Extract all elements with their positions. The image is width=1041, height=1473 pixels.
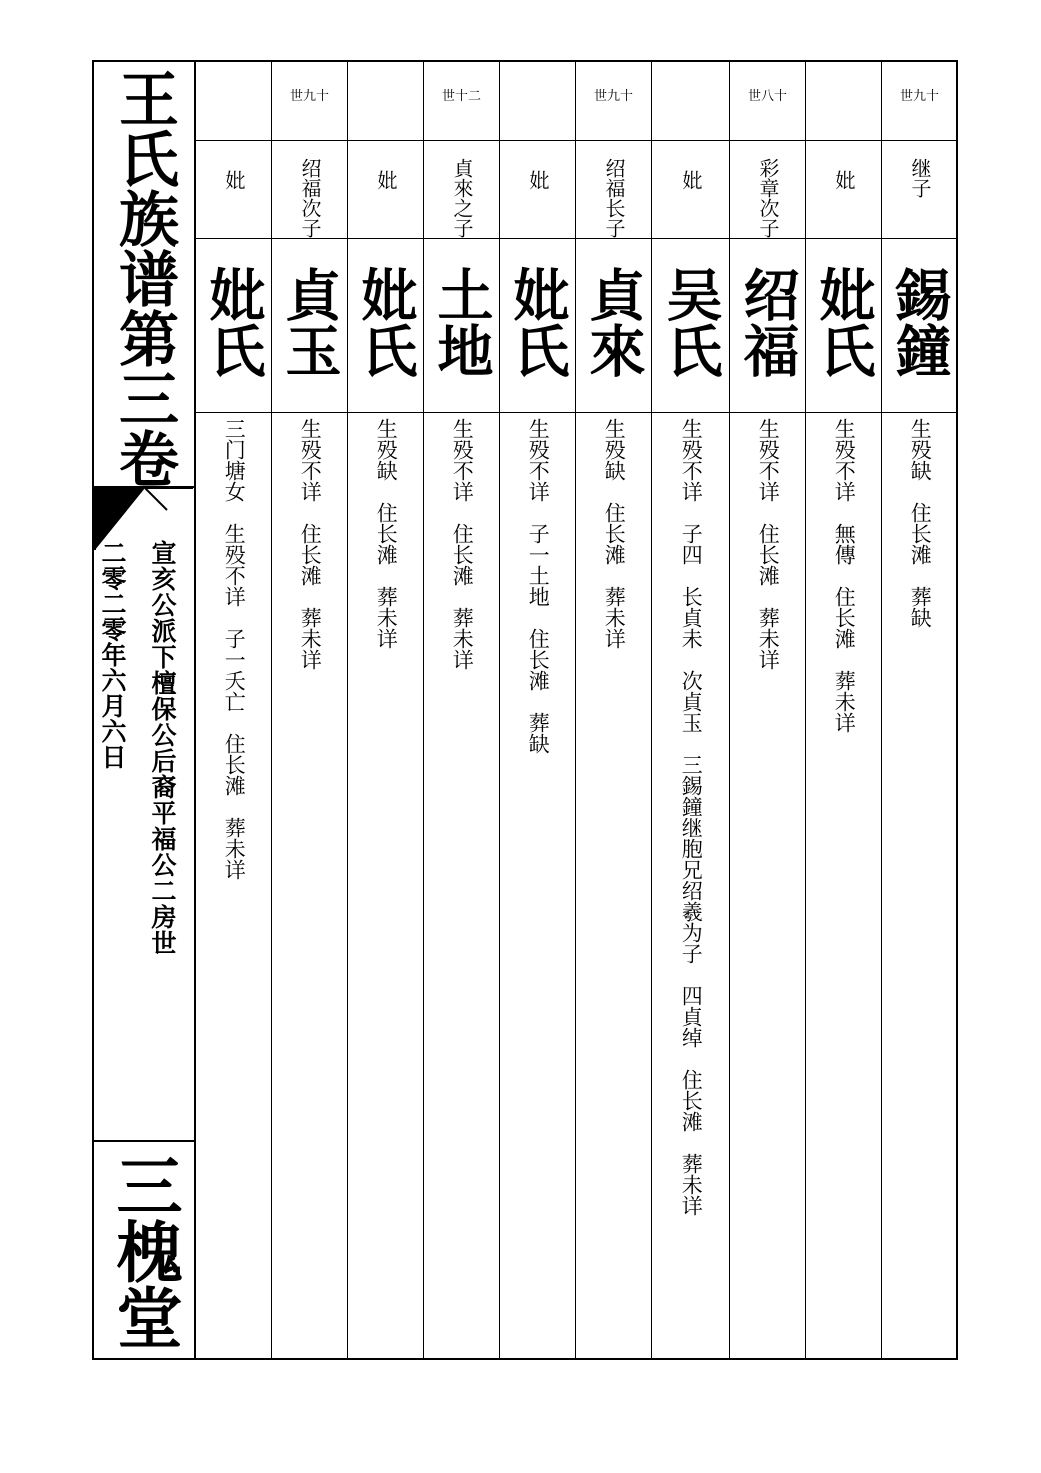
entry-column — [348, 62, 424, 1358]
person-name: 妣氏 — [352, 266, 419, 378]
generation-label: 世九十 — [593, 89, 633, 104]
person-notes: 生殁缺 住长滩 葬未详 — [374, 418, 399, 649]
person-notes: 生殁不详 子一土地 住长滩 葬缺 — [526, 418, 551, 754]
relation-label: 妣 — [679, 170, 703, 190]
entry-column — [576, 62, 652, 1358]
relation-label: 绍福长子 — [602, 158, 626, 238]
entry-column — [730, 62, 806, 1358]
person-name: 貞玉 — [276, 266, 343, 378]
entry-column — [652, 62, 730, 1358]
relation-label: 妣 — [222, 170, 246, 190]
relation-label: 继子 — [908, 158, 932, 198]
person-name: 貞來 — [580, 266, 647, 378]
relation-label: 貞來之子 — [450, 158, 474, 238]
person-name: 绍福 — [734, 266, 801, 378]
entry-column — [806, 62, 882, 1358]
title-panel — [94, 62, 196, 1358]
generation-label: 世十二 — [441, 89, 481, 104]
person-name: 妣氏 — [504, 266, 571, 378]
person-name: 土地 — [428, 266, 495, 378]
publication-date: 二零二零年六月六日 — [98, 540, 127, 770]
generation-label: 世八十 — [747, 89, 787, 104]
entry-column — [500, 62, 576, 1358]
book-title: 王氏族谱第三卷 — [109, 68, 179, 488]
generation-label: 世九十 — [289, 89, 329, 104]
person-notes: 生殁不详 住长滩 葬未详 — [756, 418, 781, 670]
relation-label: 彩章次子 — [756, 158, 780, 238]
entry-column — [196, 62, 272, 1358]
person-notes: 生殁不详 住长滩 葬未详 — [450, 418, 475, 670]
relation-label: 绍福次子 — [298, 158, 322, 238]
person-notes: 三门塘女 生殁不详 子一夭亡 住长滩 葬未详 — [222, 418, 247, 880]
person-notes: 生殁缺 住长滩 葬未详 — [602, 418, 627, 649]
lineage-subtitle: 宣亥公派下檀保公后裔平福公二房世 — [148, 540, 177, 956]
person-name: 吴氏 — [657, 266, 724, 378]
entry-column — [882, 62, 958, 1358]
person-name: 妣氏 — [200, 266, 267, 378]
genealogy-page — [92, 60, 958, 1360]
entry-column — [272, 62, 348, 1358]
person-notes: 生殁缺 住长滩 葬缺 — [908, 418, 933, 628]
entry-column — [424, 62, 500, 1358]
relation-label: 妣 — [832, 170, 856, 190]
person-name: 錫鐘 — [886, 266, 953, 378]
person-name: 妣氏 — [810, 266, 877, 378]
relation-label: 妣 — [526, 170, 550, 190]
relation-label: 妣 — [374, 170, 398, 190]
hall-name: 三槐堂 — [105, 1152, 183, 1350]
person-notes: 生殁不详 子四 长貞未 次貞玉 三錫鐘继胞兄绍羲为子 四貞绰 住长滩 葬未详 — [679, 418, 704, 1216]
person-notes: 生殁不详 無傳 住长滩 葬未详 — [832, 418, 857, 733]
hall-divider — [94, 1140, 194, 1142]
generation-label: 世九十 — [899, 89, 939, 104]
person-notes: 生殁不详 住长滩 葬未详 — [298, 418, 323, 670]
